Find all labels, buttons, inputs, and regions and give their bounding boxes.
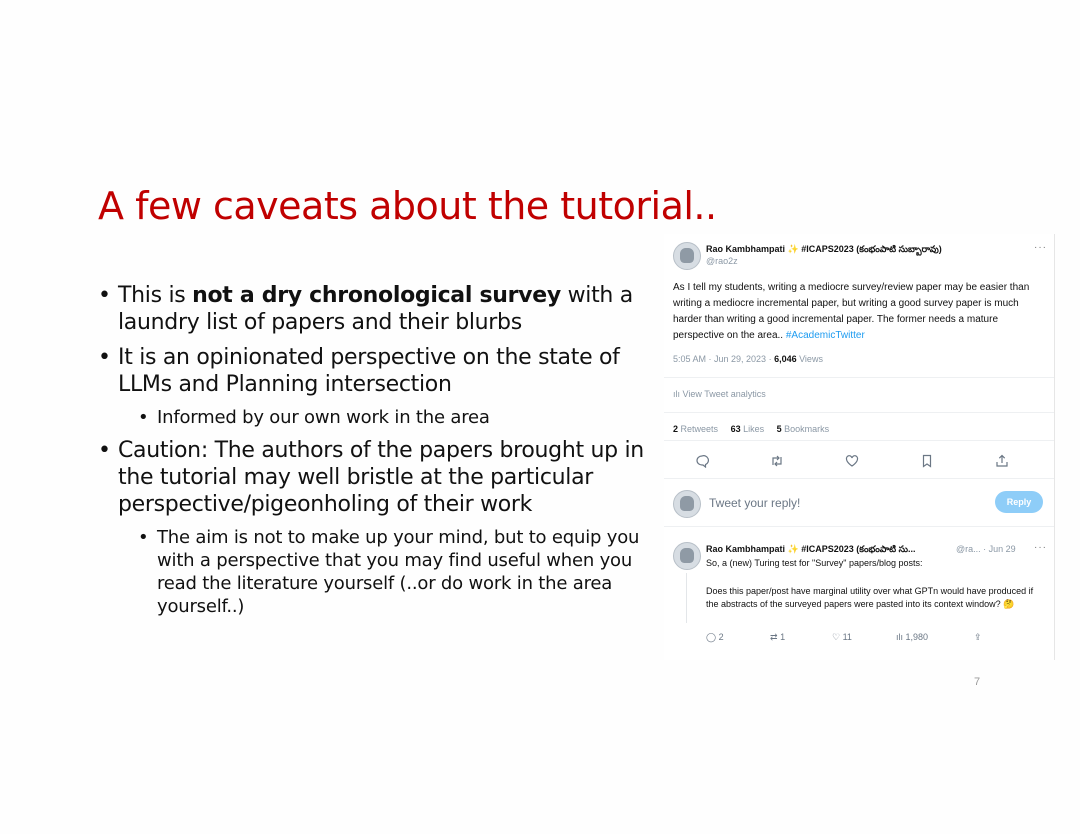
- divider: [664, 377, 1054, 378]
- author-name: Rao Kambhampati: [706, 244, 786, 254]
- sub-bullet-item: • Informed by our own work in the area: [98, 406, 658, 429]
- tweet-text: [673, 280, 1045, 344]
- reply-icon[interactable]: [694, 454, 710, 470]
- more-icon[interactable]: ···: [1034, 542, 1047, 553]
- bookmark-icon[interactable]: [919, 454, 935, 470]
- bullet-list: [98, 282, 658, 626]
- sub-bullet-item: • The aim is not to make up your mind, but to equip you with a perspective that you may find useful when you read the literature yourself (..or do work in the area yourself..): [98, 526, 658, 618]
- author-name: Rao Kambhampati: [706, 544, 786, 554]
- reply-author[interactable]: [706, 544, 916, 557]
- page-number: 7: [974, 676, 981, 688]
- likes-stat[interactable]: [731, 424, 765, 434]
- retweets-label: Retweets: [678, 424, 719, 434]
- hashtag-link[interactable]: #AcademicTwitter: [785, 330, 865, 341]
- reply-icon: ◯: [706, 632, 717, 642]
- reply-button[interactable]: Reply: [995, 491, 1043, 513]
- sparkle-icon: ✨: [787, 544, 799, 554]
- views-count[interactable]: [896, 632, 928, 642]
- avatar: [673, 490, 701, 518]
- likes-label: Likes: [740, 424, 765, 434]
- more-icon[interactable]: ···: [1034, 242, 1047, 253]
- retweet-icon[interactable]: [769, 454, 785, 470]
- reply-line-1: So, a (new) Turing test for "Survey" papers/blog posts:: [706, 558, 923, 568]
- share-icon[interactable]: [994, 454, 1010, 470]
- views-label: Views: [796, 354, 823, 364]
- author-suffix: #ICAPS2023 (కంభంపాటి సు...: [801, 544, 916, 554]
- share-icon[interactable]: ⇪: [974, 632, 982, 642]
- bookmarks-label: Bookmarks: [781, 424, 830, 434]
- bullet-item: • It is an opinionated perspective on the state of LLMs and Planning intersection: [98, 344, 658, 398]
- avatar[interactable]: [673, 242, 701, 270]
- reply-line-2: Does this paper/post have marginal utility over what GPTn would have produced if the abstracts of the surveyed papers were pasted into its context window? 🤔: [706, 586, 1034, 609]
- retweets-count: 1: [780, 632, 786, 642]
- bullet-bold-text: not a dry chronological survey: [192, 283, 561, 308]
- bookmarks-count: 5: [776, 424, 782, 434]
- views-count: 6,046: [774, 354, 797, 364]
- analytics-icon: ılı: [896, 632, 904, 642]
- tweet-handle[interactable]: @rao2z: [706, 256, 738, 266]
- tweet-analytics-link[interactable]: [673, 389, 766, 399]
- replies-count: 2: [718, 632, 724, 642]
- tweet-actions: [694, 454, 1044, 472]
- like-count[interactable]: [832, 632, 852, 643]
- reply-count[interactable]: [706, 632, 724, 643]
- retweet-count[interactable]: [770, 632, 785, 643]
- bullet-item: • Caution: The authors of the papers brought up in the tutorial may well bristle at the particular perspective/pigeonholing of their work: [98, 437, 658, 518]
- divider: [664, 412, 1054, 413]
- tweet-time[interactable]: 5:05 AM · Jun 29, 2023 ·: [673, 354, 775, 364]
- bullet-text: with a laundry list of papers and their blurbs: [118, 283, 633, 335]
- tweet-body: As I tell my students, writing a mediocre survey/review paper may be easier than writing a mediocre incremental paper, but writing a good survey paper is much harder than writing a good incremental paper. The former needs a mature perspective on the area..: [673, 282, 1030, 341]
- reply-input[interactable]: Tweet your reply!: [709, 496, 801, 510]
- likes-count: 63: [730, 424, 741, 434]
- like-icon: ♡: [832, 632, 841, 642]
- views-number: 1,980: [905, 632, 929, 642]
- analytics-label: View Tweet analytics: [682, 389, 766, 399]
- thread-line: [686, 573, 687, 623]
- tweet-screenshot: [664, 234, 1055, 660]
- tweet-stats: [673, 424, 839, 434]
- analytics-icon: ılı: [673, 389, 681, 399]
- divider: [664, 478, 1054, 479]
- slide-title: A few caveats about the tutorial..: [98, 184, 717, 228]
- tweet-author[interactable]: [706, 244, 942, 257]
- retweets-stat[interactable]: [673, 424, 718, 434]
- divider: [664, 440, 1054, 441]
- reply-handle-time[interactable]: @ra... · Jun 29: [956, 544, 1016, 554]
- tweet-meta: [673, 354, 823, 364]
- like-icon[interactable]: [844, 454, 860, 470]
- bullet-item: [98, 282, 658, 336]
- sparkle-icon: ✨: [787, 244, 799, 254]
- likes-count: 11: [842, 632, 852, 642]
- bullet-text: This is: [118, 283, 193, 308]
- author-suffix: #ICAPS2023 (కంభంపాటి సుబ్బారావు): [801, 244, 942, 254]
- avatar[interactable]: [673, 542, 701, 570]
- bookmarks-stat[interactable]: [777, 424, 830, 434]
- divider: [664, 526, 1054, 527]
- retweet-icon: ⇄: [770, 632, 778, 642]
- retweets-count: 2: [673, 424, 679, 434]
